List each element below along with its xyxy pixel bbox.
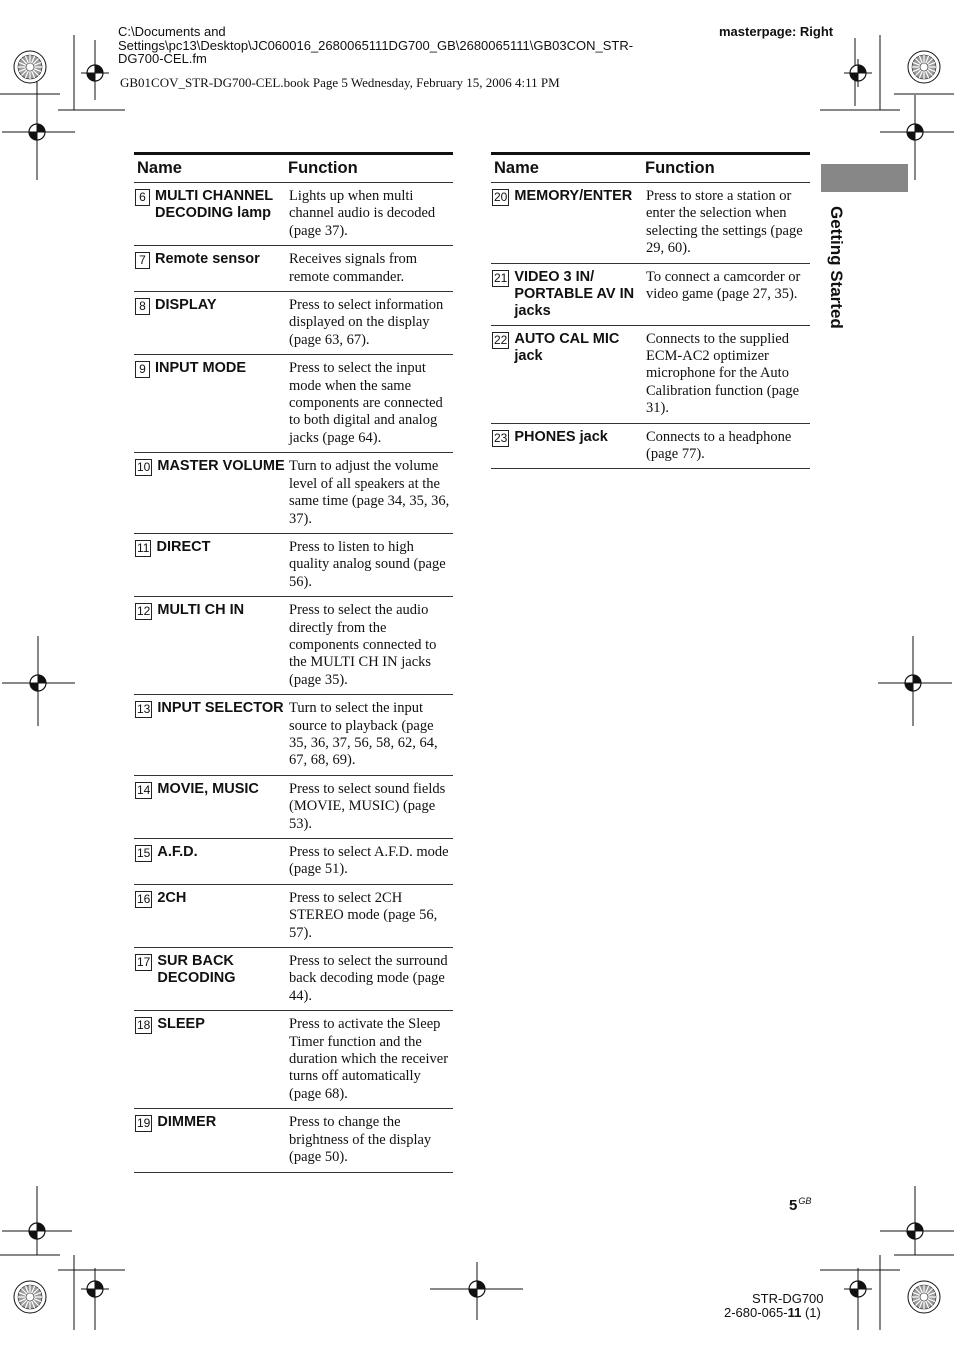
item-number-badge: 20 [494,190,508,204]
name-cell-content [135,1016,285,1034]
function-description: Press to activate the Sleep Timer function and the duration which the receiver turns off automatically (page 68). [285,1011,453,1109]
table-row [134,1011,453,1109]
name-cell-content [135,458,285,476]
name-cell-content [135,602,285,620]
control-name: DIMMER [157,1114,217,1131]
function-description: Press to select 2CH STEREO mode (page 56, 57). [285,884,453,947]
name-cell-content [135,953,285,987]
item-number-badge: 13 [137,702,151,717]
name-cell [134,597,285,695]
control-name: DIRECT [156,538,211,555]
file-path-line: DG700-CEL.fm [118,51,207,66]
name-cell-content [135,890,285,908]
item-number-badge: 23 [494,430,508,445]
masterpage-label: masterpage: Right [719,24,834,39]
name-cell [134,183,285,246]
name-cell [491,183,642,264]
item-number-badge: 9 [135,361,150,378]
function-description: Press to select A.F.D. mode (page 51). [285,839,453,885]
name-cell-content [492,331,642,365]
item-number-badge: 7 [135,252,150,269]
item-number-badge: 22 [494,332,508,347]
item-number-badge: 19 [137,1116,151,1131]
name-cell-content [135,188,285,222]
column-header-function: Function [642,154,810,183]
name-cell [134,533,285,596]
table-row [134,775,453,838]
control-name: INPUT MODE [155,360,247,377]
function-description: Press to select the audio directly from the components connected to the MULTI CH IN jacks (page 35). [285,597,453,695]
function-description: Press to store a station or enter the selection when selecting the settings (page 29, 60). [642,183,810,264]
function-table-left [134,152,453,1173]
function-description: Press to select sound fields (MOVIE, MUSIC) (page 53). [285,775,453,838]
part-code [724,1305,821,1320]
control-name: MASTER VOLUME [157,458,285,475]
control-name: MULTI CHANNEL DECODING lamp [155,188,273,221]
table-row [134,453,453,534]
part-code-prefix: 2-680-065- [724,1305,788,1320]
control-name: 2CH [157,889,187,906]
control-name: A.F.D. [157,844,198,860]
item-number-badge: 15 [137,846,151,860]
control-name: INPUT SELECTOR [157,700,284,717]
name-cell [134,1109,285,1172]
name-cell-content [135,700,285,718]
table-row [134,183,453,246]
function-description: Receives signals from remote commander. [285,246,453,292]
table-row [134,839,453,885]
control-name: DISPLAY [155,297,217,314]
item-number-badge: 18 [137,1018,151,1033]
item-number-badge: 10 [137,460,151,475]
name-cell [134,775,285,838]
table-row [491,183,810,264]
file-path-line: Settings\pc13\Desktop\JC060016_2680065111DG700_GB\2680065111\GB03CON_STR- [118,37,634,53]
control-name: MEMORY/ENTER [514,188,633,204]
page-number-suffix: GB [798,1196,812,1206]
function-description: Press to listen to high quality analog sound (page 56). [285,533,453,596]
page-number-value: 5 [789,1197,798,1214]
name-cell [134,948,285,1011]
model-number: STR-DG700 [752,1291,824,1306]
name-cell [491,325,642,423]
item-number-badge: 16 [137,891,151,906]
function-description: To connect a camcorder or video game (page 27, 35). [642,263,810,325]
item-number-badge: 11 [137,540,150,555]
column-header-function: Function [285,154,453,183]
name-cell [134,1011,285,1109]
table-row [134,1109,453,1172]
name-cell-content [135,251,285,269]
name-cell [134,884,285,947]
table-row [134,695,453,776]
name-cell-content [135,1114,285,1132]
name-cell-content [135,539,285,557]
table-row [134,355,453,453]
item-number-badge: 17 [137,955,151,970]
name-cell-content [492,188,642,206]
item-number-badge: 14 [137,782,151,797]
name-cell [134,695,285,776]
part-code-bold: 11 [787,1305,802,1320]
table-row [491,423,810,469]
function-description: Press to select the surround back decoding mode (page 44). [285,948,453,1011]
item-number-badge: 12 [137,604,151,619]
section-tab [821,164,908,192]
control-name: Remote sensor [155,251,260,268]
table-row [134,597,453,695]
column-header-name: Name [491,154,642,183]
page-number [789,1196,811,1214]
name-cell [134,355,285,453]
name-cell-content [492,429,642,447]
function-description: Press to select information displayed on the display (page 63, 67). [285,292,453,355]
table-row [491,263,810,325]
table-row [134,292,453,355]
table-row [134,533,453,596]
item-number-badge: 6 [135,189,150,206]
name-cell-content [135,297,285,315]
control-name: MOVIE, MUSIC [157,780,259,797]
name-cell [134,453,285,534]
function-description: Lights up when multi channel audio is decoded (page 37). [285,183,453,246]
name-cell [134,292,285,355]
function-description: Connects to the supplied ECM-AC2 optimizer microphone for the Auto Calibration function (page 31). [642,325,810,423]
control-name: AUTO CAL MIC jack [514,330,620,364]
name-cell-content [135,781,285,799]
name-cell [491,423,642,469]
file-path-line: C:\Documents and [118,24,226,39]
function-description: Turn to adjust the volume level of all speakers at the same time (page 34, 35, 36, 37). [285,453,453,534]
function-description: Turn to select the input source to playback (page 35, 36, 37, 56, 58, 62, 64, 67, 68, 69). [285,695,453,776]
table-row [491,325,810,423]
column-header-name: Name [134,154,285,183]
control-name: SUR BACK DECODING [157,953,236,987]
function-table-right [491,152,810,469]
part-code-suffix: (1) [801,1305,821,1320]
control-name: VIDEO 3 IN/ PORTABLE AV IN jacks [514,268,635,319]
function-description: Connects to a headphone (page 77). [642,423,810,469]
table-row [134,246,453,292]
control-name: SLEEP [157,1016,205,1033]
function-description: Press to change the brightness of the display (page 50). [285,1109,453,1172]
name-cell [134,246,285,292]
name-cell-content [135,844,285,862]
name-cell [491,263,642,325]
function-description: Press to select the input mode when the same components are connected to both digital and analog jacks (page 64). [285,355,453,453]
item-number-badge: 21 [494,270,508,285]
name-cell-content [492,269,642,320]
control-name: MULTI CH IN [157,602,245,619]
table-row [134,884,453,947]
name-cell [134,839,285,885]
control-name: PHONES jack [514,428,608,445]
table-row [134,948,453,1011]
item-number-badge: 8 [135,298,150,315]
section-title: Getting Started [827,206,846,329]
file-path [118,25,633,66]
name-cell-content [135,360,285,378]
book-info-line: GB01COV_STR-DG700-CEL.book Page 5 Wednesday, February 15, 2006 4:11 PM [120,75,560,90]
